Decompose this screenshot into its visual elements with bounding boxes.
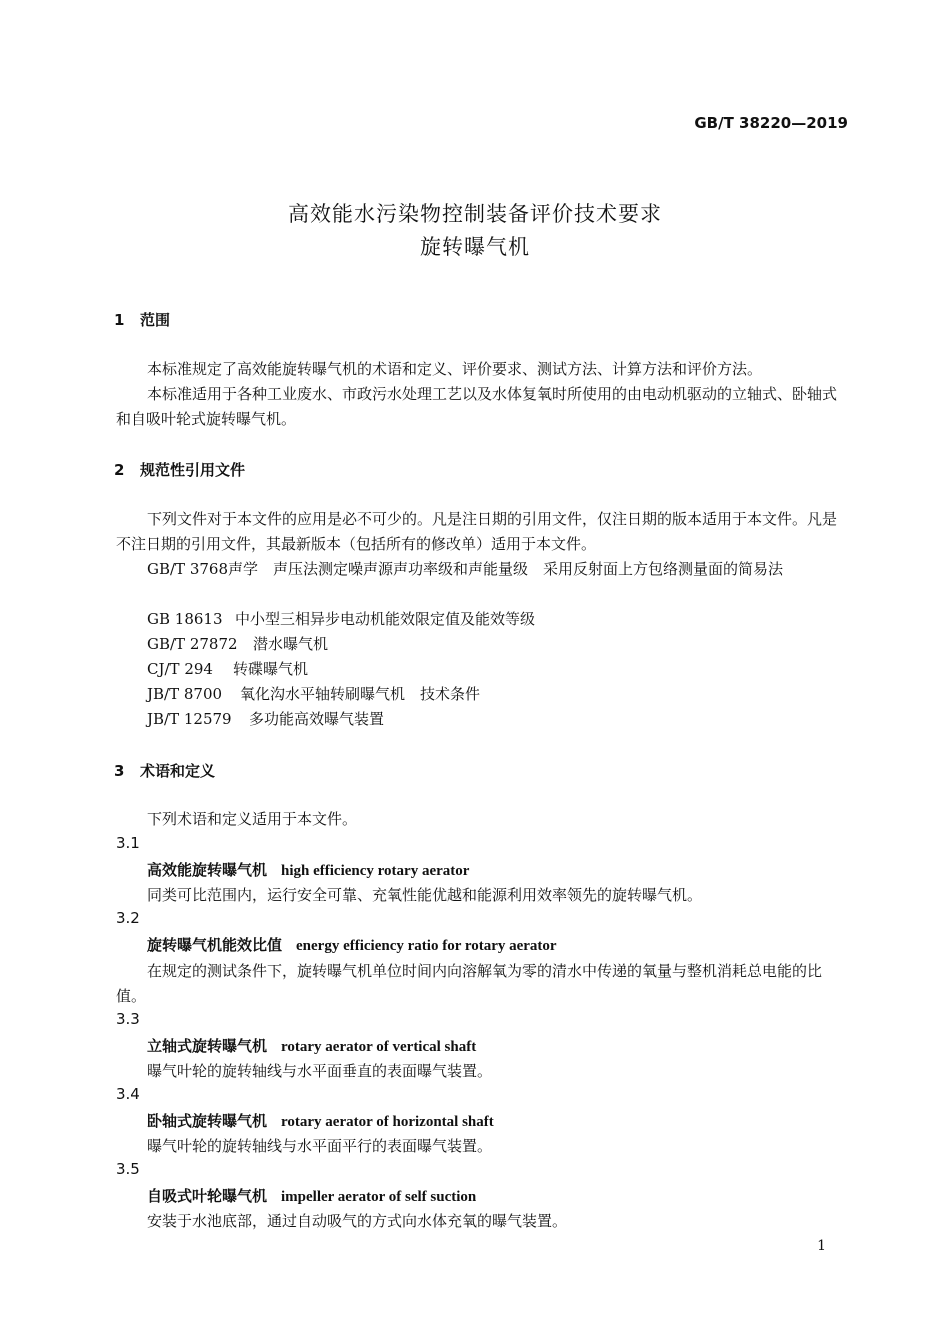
paragraph: 下列文件对于本文件的应用是必不可少的。凡是注日期的引用文件，仅注日期的版本适用于本文件。凡是不注日期的引用文件，其最新版本（包括所有的修改单）适用于本文件。 [116,510,838,553]
section-number: 3 [114,762,125,780]
reference-item [147,608,535,629]
term-heading [147,1035,476,1056]
paragraph: 本标准规定了高效能旋转曝气机的术语和定义、评价要求、测试方法、计算方法和评价方法。 [147,360,763,378]
reference-title: 转碟曝气机 [233,660,309,678]
term-en: rotary aerator of horizontal shaft [281,1114,494,1130]
reference-title: 中小型三相异步电动机能效限定值及能效等级 [235,610,536,628]
section-3-heading [114,760,215,781]
section-number: 1 [114,311,125,329]
paragraph: 下列术语和定义适用于本文件。 [147,810,358,828]
reference-item [147,633,328,654]
term-definition: 安装于水池底部，通过自动吸气的方式向水体充氧的曝气装置。 [147,1212,568,1230]
reference-title: 多功能高效曝气装置 [249,710,385,728]
term-definition: 曝气叶轮的旋转轴线与水平面平行的表面曝气装置。 [147,1137,493,1155]
reference-title: 氧化沟水平轴转刷曝气机 技术条件 [240,685,481,703]
term-heading [147,1185,476,1206]
term-zh: 旋转曝气机能效比值 [147,936,283,954]
term-heading [147,859,469,880]
reference-item [147,658,308,679]
term-zh: 立轴式旋转曝气机 [147,1037,268,1055]
reference-code: GB/T 27872 [147,635,238,653]
document-subtitle: 旋转曝气机 [420,235,530,259]
reference-code: JB/T 12579 [147,710,232,728]
section-2-heading [114,459,245,480]
term-heading [147,1110,494,1131]
term-heading [147,934,557,955]
term-number: 3.5 [116,1160,140,1178]
reference-code: GB 18613 [147,610,223,628]
section-number: 2 [114,461,125,479]
term-number: 3.3 [116,1010,140,1028]
reference-title: 声学 声压法测定噪声源声功率级和声能量级 采用反射面上方包络测量面的简易法 [228,560,784,578]
page-number: 1 [817,1238,826,1254]
term-en: impeller aerator of self suction [281,1189,477,1205]
term-zh: 卧轴式旋转曝气机 [147,1112,268,1130]
term-zh: 高效能旋转曝气机 [147,861,268,879]
reference-item [147,708,384,729]
term-number: 3.1 [116,834,140,852]
section-title: 范围 [140,311,171,329]
reference-code: CJ/T 294 [147,660,213,678]
term-definition: 在规定的测试条件下，旋转曝气机单位时间内向溶解氧为零的清水中传递的氧量与整机消耗总电能的比值。 [116,962,823,1005]
section-title: 术语和定义 [140,762,216,780]
section-title: 规范性引用文件 [140,461,246,479]
reference-code: GB/T 3768 [147,560,229,578]
term-en: energy efficiency ratio for rotary aerator [296,938,557,954]
term-definition: 曝气叶轮的旋转轴线与水平面垂直的表面曝气装置。 [147,1062,493,1080]
term-en: rotary aerator of vertical shaft [281,1039,477,1055]
term-en: high efficiency rotary aerator [281,863,470,879]
reference-code: JB/T 8700 [147,685,223,703]
standard-code: GB/T 38220—2019 [694,114,848,132]
term-zh: 自吸式叶轮曝气机 [147,1187,268,1205]
reference-item [116,557,851,582]
term-number: 3.2 [116,909,140,927]
reference-title: 潜水曝气机 [253,635,329,653]
paragraph: 本标准适用于各种工业废水、市政污水处理工艺以及水体复氧时所使用的由电动机驱动的立轴式、卧轴式和自吸叶轮式旋转曝气机。 [116,385,838,428]
term-number: 3.4 [116,1085,140,1103]
term-definition: 同类可比范围内，运行安全可靠、充氧性能优越和能源利用效率领先的旋转曝气机。 [147,886,703,904]
reference-item [147,683,480,704]
section-1-heading [114,309,170,330]
document-title: 高效能水污染物控制装备评价技术要求 [288,202,662,226]
